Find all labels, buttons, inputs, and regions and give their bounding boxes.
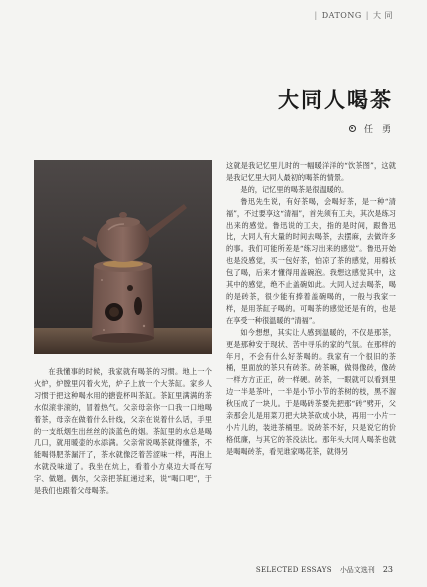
right-text-column [226, 160, 396, 458]
section-label-cn: 大 同 [372, 11, 393, 20]
paragraph: 如今想想，其实让人感到温暖的，不仅是那茶，更是那种安于现状、苦中寻乐的家的气氛。在那样的年月，不会有什么好茶喝的。我家有一个很旧的茶桶，里面放的茶只有砖茶。砖茶嘛，做得像砖，像砖一样方方正正，砖一样硬。砖茶，一眼就可以看到里边一半是茶叶，一半是小节小节的茶树的枝，黑不溜秋压成了一块儿。于是喝砖茶要先把那“砖”劈开，父亲那会儿是用菜刀把大块茶砍成小块，再用一小片一小片儿的，装进茶桶里。说砖茶不好，只是说它的价格低廉，与其它的茶没法比。那年头大同人喝茶也就是喝喝砖茶，看见谁家喝花茶，就得另 [226, 327, 396, 456]
article-photo [34, 160, 212, 354]
section-label-en: DATONG [321, 11, 362, 20]
magazine-name-en: SELECTED ESSAYS [255, 566, 332, 574]
left-text-column [34, 366, 212, 497]
paragraph: 这就是我记忆里儿时的一幅暖洋洋的“饮茶图”，这就是我记忆里大同人最初的喝茶的情景。 [226, 161, 396, 182]
header-divider: | [365, 11, 369, 20]
page-footer [256, 565, 393, 575]
paragraph: 是的，记忆里的喝茶是很温暖的。 [240, 184, 349, 194]
magazine-name-cn: 小品文选刊 [339, 566, 375, 574]
author-name: 任 勇 [363, 125, 391, 135]
paragraph: 在我懂事的时候，我家就有喝茶的习惯。地上一个火炉，炉膛里闪着火光，炉子上放一个大茶缸。家乡人习惯于把这种喝水用的搪瓷杯叫茶缸。茶缸里满满的茶水似滚非滚的，冒着热气。父亲母亲你一口我一口地喝着茶，母亲在做着什么针线，父亲在说着什么话，手里的一支纸烟生出丝丝的淡蓝色的烟。茶缸里的水总是喝几口，就用暖壶的水添满。父亲常说喝茶就得懂茶，不能喝得肥茶漏汗了，茶水就像泛着苦涩味一样，再泡上水就没味道了。我坐在炕上，看着小方桌边大哥在写字、做题。偶尔，父亲把茶缸递过来，说“喝口吧”，于是我们也跟着父母喝茶。 [34, 367, 212, 496]
author-line [349, 122, 391, 135]
header-divider: | [314, 11, 318, 20]
section-header [315, 10, 394, 21]
page-number: 23 [382, 565, 393, 574]
paragraph: 鲁迅先生说，有好茶喝，会喝好茶，是一种“清福”，不过要享这“清福”，首先须有工夫，其次是练习出来的感觉。鲁迅说的工夫，指的是时间，跟鲁迅比，大同人有大量的时间去喝茶，去摆麻，去做许多的事。我们可能所差是“练习出来的感觉”。鲁迅开始也是没感觉，买一包好茶，怕凉了茶的感觉，用棉袄包了喝，后来才懂得用盖碗泡。我想这感觉其中，这其中的感觉，绝不止盖碗如此。大同人过去喝茶，喝的是砖茶，很少能有捧着盖碗喝的，一般与我家一样，是用茶缸子喝的。可喝茶的感觉还是有的，也是在享受一种很温暖的“清福”。 [226, 196, 396, 325]
author-bullet-icon [349, 125, 356, 132]
article-title: 大同人喝茶 [278, 87, 393, 112]
clay-teapot-on-stove-icon [34, 160, 212, 354]
